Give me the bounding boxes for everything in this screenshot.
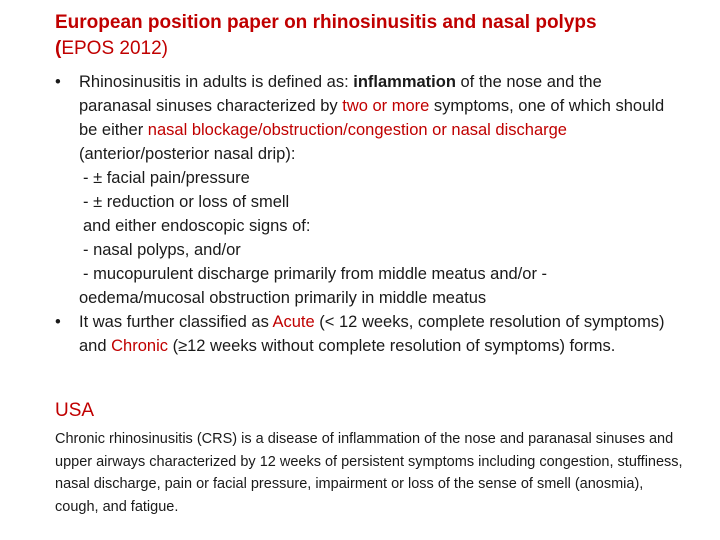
b2-red2: Chronic <box>111 337 168 355</box>
title-line1: European position paper on rhinosinusitis and nasal polyps <box>55 12 597 33</box>
sub-item: and either endoscopic signs of: <box>83 217 311 235</box>
sub-item: - mucopurulent discharge primarily from middle meatus and/or - <box>83 265 548 283</box>
usa-definition: Chronic rhinosinusitis (CRS) is a disease of inflammation of the nose and paranasal sinuses and upper airways characterized by 12 weeks of persistent symptoms including congestion, stuffiness, nasal discharge, pain or facial pressure, impairment or loss of the sense of smell (anosmia), cough, and fatigue. <box>55 431 683 515</box>
bullet-marker: • <box>55 313 61 331</box>
sub-item: - nasal polyps, and/or <box>83 241 241 259</box>
b2-text3: (≥12 weeks without complete resolution of symptoms) forms. <box>167 337 616 355</box>
b1-text3: symptoms, one of which should be either <box>79 97 665 139</box>
bullet-list <box>55 70 675 358</box>
usa-heading: USA <box>55 400 95 421</box>
b1-red2: nasal blockage/obstruction/congestion or nasal discharge <box>147 121 567 139</box>
bullet-marker: • <box>55 73 61 91</box>
b2-text1: It was further classified as <box>79 313 273 331</box>
b1-text4: (anterior/posterior nasal drip): <box>79 145 296 163</box>
b1-text1: Rhinosinusitis in adults is defined as: <box>79 73 354 91</box>
b2-text2: (< 12 weeks, complete resolution of symptoms) and <box>79 313 665 355</box>
b1-text2: of the nose and the paranasal sinuses characterized by <box>79 73 602 115</box>
title-paren: ( <box>55 38 62 59</box>
b1-red1: two or more <box>342 97 430 115</box>
sub-item: oedema/mucosal obstruction primarily in middle meatus <box>79 289 487 307</box>
bullet-classification <box>55 310 675 358</box>
sub-item: - ± reduction or loss of smell <box>83 193 290 211</box>
bullet-definition <box>55 70 675 310</box>
title-line2: EPOS 2012) <box>61 38 168 59</box>
slide-title <box>55 10 695 62</box>
b1-bold: inflammation <box>353 73 456 91</box>
b2-red1: Acute <box>272 313 315 331</box>
sub-item: - ± facial pain/pressure <box>83 169 250 187</box>
